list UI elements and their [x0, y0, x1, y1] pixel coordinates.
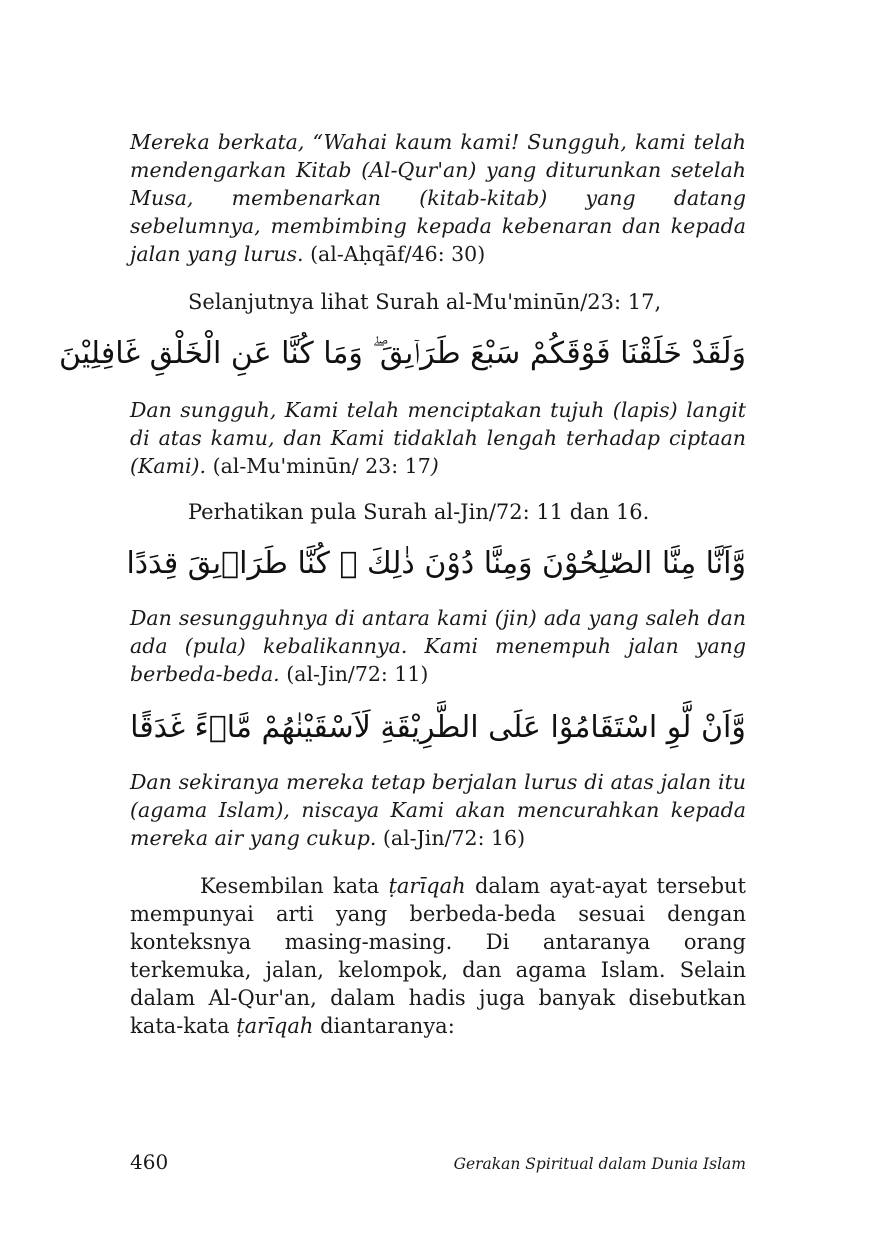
translation-text: Dan sungguh, Kami telah menciptakan tujuh (lapis) langit di atas kamu, dan Kami tidaklah lengah terhadap ciptaan (Kami). — [130, 398, 746, 478]
translation-al-jin-16 — [130, 768, 746, 852]
translation-text: Dan sesungguhnya di antara kami (jin) ada yang saleh dan ada (pula) kebalikannya. Kami menempuh jalan yang berbeda-beda. — [130, 606, 746, 686]
lead-sentence-al-jin: Perhatikan pula Surah al-Jin/72: 11 dan 16. — [188, 500, 650, 524]
paragraph-text: diantaranya: — [313, 1014, 455, 1038]
verse-reference-close: ) — [430, 454, 439, 478]
page-number: 460 — [130, 1150, 169, 1174]
lead-sentence-mukminun: Selanjutnya lihat Surah al-Mu'minūn/23: 17, — [188, 290, 662, 314]
running-title: Gerakan Spiritual dalam Dunia Islam — [453, 1155, 746, 1173]
translation-mukminun-17 — [130, 396, 746, 480]
body-paragraph — [130, 872, 746, 1040]
term-tariqah: ṭarīqah — [388, 874, 466, 898]
page-content — [59, 128, 746, 1040]
arabic-verse-mukminun-17: وَلَقَدْ خَلَقْنَا فَوْقَكُمْ سَبْعَ طَرَاۤىِقَ ۖ وَمَا كُنَّا عَنِ الْخَلْقِ غَافِلِيْنَ — [59, 336, 746, 371]
term-tariqah: ṭarīqah — [236, 1014, 314, 1038]
translation-al-jin-11 — [130, 604, 746, 688]
translation-text: Dan sekiranya mereka tetap berjalan lurus di atas jalan itu (agama Islam), niscaya Kami akan mencurahkan kepada mereka air yang cukup. — [130, 770, 746, 850]
paragraph-text: Kesembilan kata — [200, 874, 389, 898]
page-footer — [130, 1150, 746, 1174]
verse-reference: (al-Aḥqāf/46: 30) — [310, 242, 486, 266]
translation-text: Mereka berkata, “Wahai kaum kami! Sungguh, kami telah mendengarkan Kitab (Al-Qur'an) yang diturunkan setelah Musa, membenarkan (kitab-kitab) yang datang sebelumnya, membimbing kepada kebenaran dan kepada jalan yang lurus. — [130, 130, 746, 266]
arabic-verse-al-jin-11: وَّاَنَّا مِنَّا الصّٰلِحُوْنَ وَمِنَّا دُوْنَ ذٰلِكَ ۗ كُنَّا طَرَاۤىِقَ قِدَدًا — [126, 546, 746, 581]
arabic-verse-al-jin-16: وَّاَنْ لَّوِ اسْتَقَامُوْا عَلَى الطَّرِيْقَةِ لَاَسْقَيْنٰهُمْ مَّاۤءً غَدَقًا — [130, 710, 746, 745]
paragraph-text: dalam ayat-ayat tersebut mempunyai arti yang berbeda-beda sesuai dengan konteksnya masing-masing. Di antaranya orang terkemuka, jalan, kelompok, dan agama Islam. Selain dalam Al-Qur'an, dalam hadis juga banyak disebutkan kata-kata — [130, 874, 746, 1038]
verse-reference: (al-Jin/72: 16) — [382, 826, 526, 850]
verse-reference: (al-Mu'minūn/ 23: 17 — [212, 454, 431, 478]
translation-al-ahqaf-30 — [130, 128, 746, 268]
verse-reference: (al-Jin/72: 11) — [286, 662, 429, 686]
